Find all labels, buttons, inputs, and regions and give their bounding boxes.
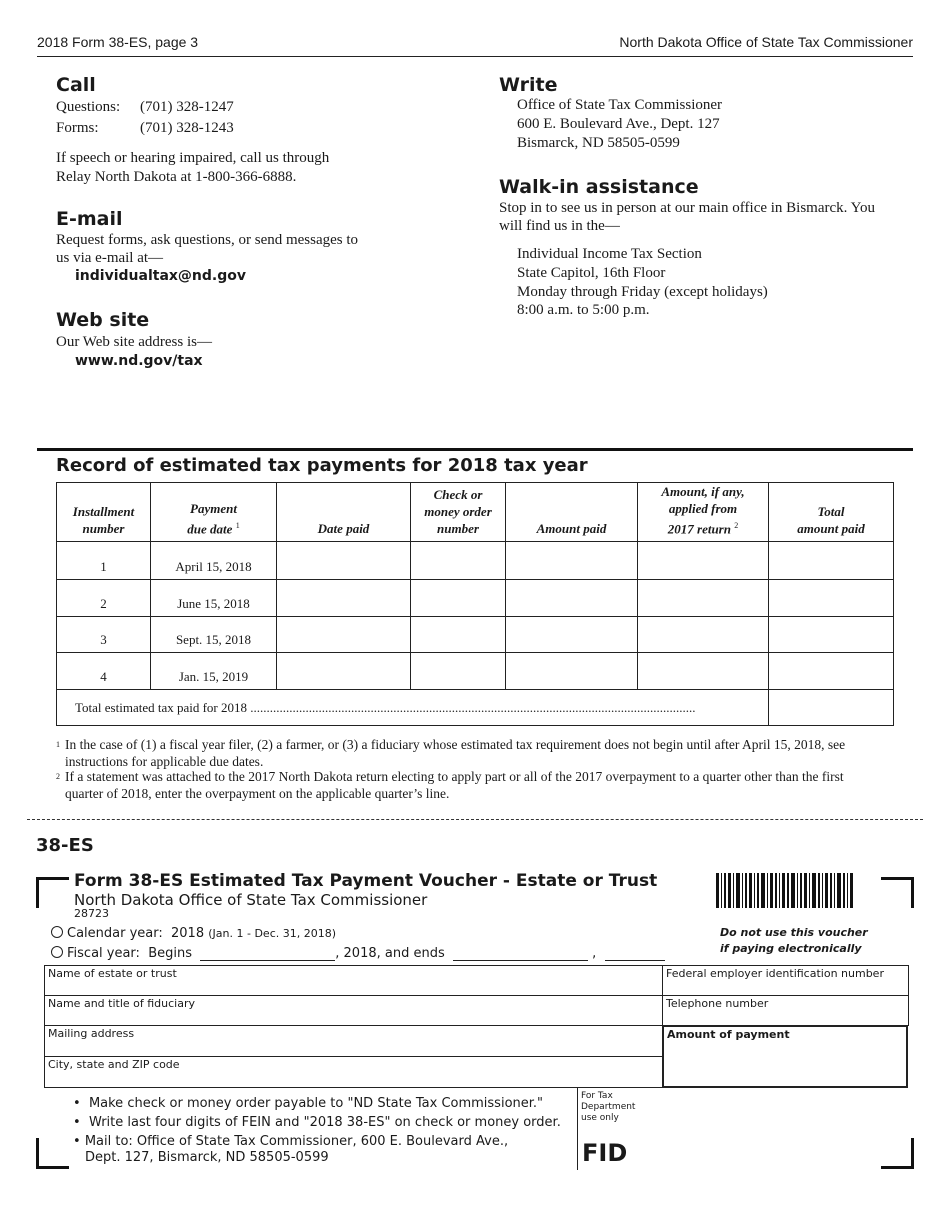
fiscal-begin-date-field[interactable] — [200, 948, 335, 961]
write-line-3: Bismarck, ND 58505-0599 — [517, 135, 680, 151]
footnote-1-mark: 1 — [56, 740, 60, 749]
footnote-2-line-2: quarter of 2018, enter the overpayment on the applicable quarter’s line. — [65, 786, 450, 801]
walkin-intro-1: Stop in to see us in person at our main office in Bismarck. You — [499, 200, 875, 216]
installment-1-number: 1 — [57, 542, 151, 580]
installment-1-date-paid[interactable] — [277, 542, 411, 580]
installment-4-check-number[interactable] — [411, 653, 506, 690]
corner-mark-bottom-left — [36, 1138, 69, 1169]
installment-3-total[interactable] — [769, 617, 894, 653]
installment-1-total[interactable] — [769, 542, 894, 580]
fid-label: FID — [582, 1139, 628, 1167]
walkin-heading: Walk-in assistance — [499, 176, 699, 198]
fiduciary-label: Name and title of fiduciary — [48, 997, 196, 1010]
website-line-1: Our Web site address is— — [56, 334, 212, 350]
installment-2-check-number[interactable] — [411, 580, 506, 617]
col-installment-number: Installment number — [57, 483, 151, 542]
cut-line — [27, 819, 923, 820]
col-total-amount-paid: Total amount paid — [769, 483, 894, 542]
fiscal-year-radio[interactable] — [51, 946, 63, 958]
installment-1-applied[interactable] — [638, 542, 769, 580]
header-rule — [37, 56, 913, 57]
corner-mark-top-left — [36, 877, 69, 908]
record-title: Record of estimated tax payments for 2018 tax year — [56, 455, 588, 476]
instruction-bullet-3: • Mail to: Office of State Tax Commissioner, 600 E. Boulevard Ave., — [73, 1134, 509, 1149]
voucher-form-id: 38-ES — [36, 835, 94, 856]
email-line-1: Request forms, ask questions, or send messages to — [56, 232, 359, 248]
write-line-1: Office of State Tax Commissioner — [517, 97, 723, 113]
walkin-intro-2: will find us in the— — [499, 218, 620, 234]
email-address[interactable]: individualtax@nd.gov — [75, 268, 246, 284]
relay-line-2: Relay North Dakota at 1-800-366-6888. — [56, 169, 297, 185]
installment-3-check-number[interactable] — [411, 617, 506, 653]
voucher-agency: North Dakota Office of State Tax Commissioner — [74, 891, 428, 909]
fiscal-begins-label: Begins — [148, 946, 192, 961]
col-date-paid: Date paid — [277, 483, 411, 542]
installment-4-amount-paid[interactable] — [506, 653, 638, 690]
installment-2-due-date: June 15, 2018 — [151, 580, 277, 617]
fiscal-comma: , — [592, 946, 597, 961]
corner-mark-top-right — [881, 877, 914, 908]
table-total-row — [57, 690, 894, 726]
fiscal-year-option[interactable] — [51, 946, 665, 961]
record-top-rule — [37, 448, 913, 451]
website-heading: Web site — [56, 309, 150, 331]
col-applied-from-2017: Amount, if any, applied from 2017 return $^2$ — [638, 483, 769, 542]
walkin-line-4: 8:00 a.m. to 5:00 p.m. — [517, 302, 650, 318]
calendar-year-label: Calendar year: — [67, 926, 163, 941]
installment-3-amount-paid[interactable] — [506, 617, 638, 653]
office-use-divider — [577, 1088, 578, 1170]
relay-line-1: If speech or hearing impaired, call us through — [56, 150, 330, 166]
calendar-year-range: (Jan. 1 - Dec. 31, 2018) — [208, 927, 337, 940]
col-payment-due-date: Payment due date $^1$ — [151, 483, 277, 542]
questions-label: Questions: — [56, 99, 121, 115]
installment-1-check-number[interactable] — [411, 542, 506, 580]
installment-3-due-date: Sept. 15, 2018 — [151, 617, 277, 653]
calendar-year-radio[interactable] — [51, 926, 63, 938]
installment-4-date-paid[interactable] — [277, 653, 411, 690]
installment-2-amount-paid[interactable] — [506, 580, 638, 617]
installment-4-applied[interactable] — [638, 653, 769, 690]
estate-name-field[interactable] — [44, 965, 663, 996]
footnote-1-line-1: In the case of (1) a fiscal year filer, (2) a farmer, or (3) a fiduciary whose estimated tax requirement does not begin until after April 15, 2018, see — [65, 737, 846, 752]
calendar-year-option[interactable] — [51, 926, 336, 941]
call-heading: Call — [56, 74, 96, 96]
walkin-line-3: Monday through Friday (except holidays) — [517, 284, 768, 300]
installment-4-total[interactable] — [769, 653, 894, 690]
installment-3-applied[interactable] — [638, 617, 769, 653]
col-check-number: Check or money order number — [411, 483, 506, 542]
table-row — [57, 617, 894, 653]
calendar-year-value: 2018 — [171, 926, 205, 941]
table-header-row — [57, 483, 894, 542]
installment-2-date-paid[interactable] — [277, 580, 411, 617]
mailing-address-label: Mailing address — [48, 1027, 135, 1040]
installment-4-number: 4 — [57, 653, 151, 690]
estate-name-label: Name of estate or trust — [48, 967, 177, 980]
fiscal-end-date-field[interactable] — [453, 948, 588, 961]
installment-2-applied[interactable] — [638, 580, 769, 617]
write-line-2: 600 E. Boulevard Ave., Dept. 127 — [517, 116, 720, 132]
footnote-1-line-2: instructions for applicable due dates. — [65, 754, 264, 769]
table-row — [57, 542, 894, 580]
telephone-label: Telephone number — [666, 997, 769, 1010]
fiscal-mid-label: , 2018, and ends — [335, 946, 445, 961]
installment-1-due-date: April 15, 2018 — [151, 542, 277, 580]
footnote-2-mark: 2 — [56, 772, 60, 781]
electronic-notice-line-1: Do not use this voucher — [720, 926, 868, 939]
walkin-line-2: State Capitol, 16th Floor — [517, 265, 666, 281]
forms-label: Forms: — [56, 120, 99, 136]
page-header-left: 2018 Form 38-ES, page 3 — [37, 34, 199, 50]
write-heading: Write — [499, 74, 558, 96]
electronic-notice-line-2: if paying electronically — [720, 942, 862, 955]
total-label: Total estimated tax paid for 2018 — [75, 699, 248, 715]
table-row — [57, 653, 894, 690]
barcode-icon — [716, 873, 856, 908]
voucher-code: 28723 — [74, 907, 109, 920]
mailing-address-field[interactable] — [44, 1025, 663, 1057]
installment-2-total[interactable] — [769, 580, 894, 617]
total-label-cell: Total estimated tax paid for 2018 ......................................................................................................................................... — [57, 690, 769, 726]
city-state-zip-label: City, state and ZIP code — [48, 1058, 180, 1071]
fein-field[interactable] — [662, 965, 909, 996]
fiscal-end-year-field[interactable] — [605, 948, 665, 961]
fein-label: Federal employer identification number — [666, 967, 884, 980]
website-url[interactable]: www.nd.gov/tax — [75, 353, 203, 369]
fiscal-year-label: Fiscal year: — [67, 946, 140, 961]
amount-of-payment-label: Amount of payment — [667, 1028, 790, 1041]
installment-4-due-date: Jan. 15, 2019 — [151, 653, 277, 690]
walkin-line-1: Individual Income Tax Section — [517, 246, 702, 262]
city-state-zip-field[interactable] — [44, 1056, 663, 1088]
instruction-bullet-1: • Make check or money order payable to "ND State Tax Commissioner." — [73, 1096, 544, 1111]
col-amount-paid: Amount paid — [506, 483, 638, 542]
telephone-field[interactable] — [662, 995, 909, 1026]
email-heading: E-mail — [56, 208, 123, 230]
voucher-title: Form 38-ES Estimated Tax Payment Voucher - Estate or Trust — [74, 871, 658, 891]
footnote-2-line-1: If a statement was attached to the 2017 North Dakota return electing to apply part or all of the 2017 overpayment to a quarter other than the first — [65, 769, 844, 784]
payment-record-table — [56, 482, 894, 726]
forms-phone: (701) 328-1243 — [140, 120, 234, 136]
amount-of-payment-field[interactable] — [662, 1025, 908, 1088]
installment-3-date-paid[interactable] — [277, 617, 411, 653]
installment-2-number: 2 — [57, 580, 151, 617]
installment-3-number: 3 — [57, 617, 151, 653]
fiduciary-field[interactable] — [44, 995, 663, 1026]
questions-phone: (701) 328-1247 — [140, 99, 234, 115]
table-row — [57, 580, 894, 617]
instruction-bullet-2: • Write last four digits of FEIN and "2018 38-ES" on check or money order. — [73, 1115, 561, 1130]
email-line-2: us via e-mail at— — [56, 250, 164, 266]
corner-mark-bottom-right — [881, 1138, 914, 1169]
instruction-bullet-3-line-2: Dept. 127, Bismarck, ND 58505-0599 — [85, 1150, 329, 1165]
page-header-right: North Dakota Office of State Tax Commissioner — [619, 34, 913, 50]
installment-1-amount-paid[interactable] — [506, 542, 638, 580]
office-use-label: For Tax Department use only — [581, 1091, 636, 1123]
total-estimated-tax-paid[interactable] — [769, 690, 894, 726]
